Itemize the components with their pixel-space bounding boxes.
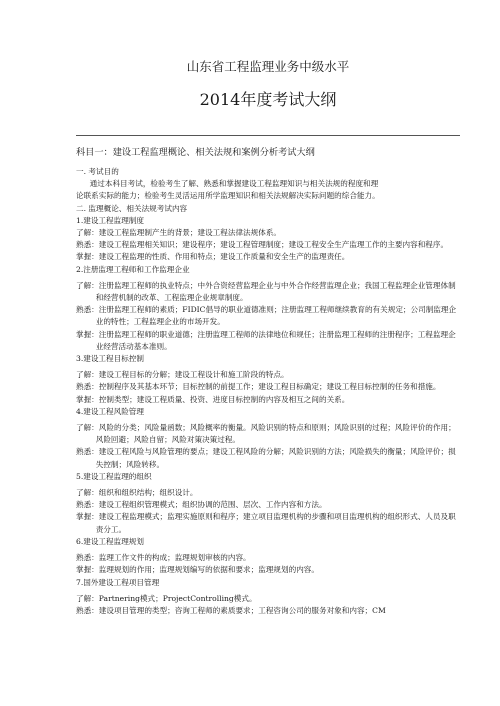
topic-item: 掌握：控制类型；建设工程质量、投资、进度目标控制的内容及相互之间的关系。 xyxy=(76,394,350,404)
topic-heading: 3.建设工程目标控制 xyxy=(76,354,144,364)
topic-item: 掌握：监理规划的作用；监理规划编写的依据和要求；监理规划的内容。 xyxy=(76,565,319,575)
section-heading: 一. 考试目的 xyxy=(76,167,119,176)
topic-heading: 5.建设工程监理的组织 xyxy=(76,471,152,481)
topic-item: 熟悉：建设工程组织管理模式；组织协调的范围、层次、工作内容和方法。 xyxy=(76,500,327,510)
topic-group-7 xyxy=(76,577,460,618)
topic-item: 了解：风险的分类；风险量函数；风险概率的衡量。风险识别的特点和原则；风险识别的过程；风险评价的作用；风险回避；风险自留；风险对策决策过程。 xyxy=(76,423,456,445)
topic-heading: 1.建设工程监理制度 xyxy=(76,215,144,225)
topic-item: 熟悉：注册监理工程师的素质；FIDIC倡导的职业道德准则；注册监理工程师继续教育的有关规定；公司制监理企业的特性；工程监理企业的市场开发。 xyxy=(76,305,457,327)
doc-title: 2014年度考试大纲 xyxy=(199,90,337,109)
topic-group-2 xyxy=(76,264,460,353)
section-heading: 二. 监理概论、相关法规考试内容 xyxy=(76,203,188,213)
topic-heading: 6.建设工程监理规划 xyxy=(76,536,144,546)
body-paragraph-continued: 论联系实际的能力；检验考生灵活运用所学监理知识和相关法规解决实际问题的综合能力。 xyxy=(76,191,380,201)
topic-group-1 xyxy=(76,215,460,264)
topic-item: 了解：注册监理工程师的执业特点；中外合资经营监理企业与中外合作经营监理企业；我国工程监理企业管理体制和经营机制的改革、工程监理企业规章制度。 xyxy=(76,280,456,303)
topic-group-6 xyxy=(76,536,460,577)
topic-item: 熟悉：控制程序及其基本环节；目标控制的前提工作；建设工程目标确定；建设工程目标控制的任务和措施。 xyxy=(76,382,441,392)
topic-item: 掌握：建设工程监理模式；监理实施原则和程序；建立项目监理机构的步骤和项目监理机构的组织形式、人员及职责分工。 xyxy=(76,512,456,534)
body-paragraph: 通过本科目考试，检验考生了解、熟悉和掌握建设工程监理知识与相关法规的程度和理 xyxy=(89,179,379,189)
topic-item: 了解：组织和组织结构；组织设计。 xyxy=(76,488,198,498)
topic-item: 熟悉：建设项目管理的类型；咨询工程师的素质要求；工程咨询公司的服务对象和内容；CM xyxy=(76,605,386,615)
topic-group-4 xyxy=(76,406,460,471)
topic-group-5 xyxy=(76,471,460,536)
topic-heading: 2.注册监理工程师和工作监理企业 xyxy=(76,264,190,274)
topic-item: 熟悉：监理工作文件的构成；监理规划审核的内容。 xyxy=(76,553,251,563)
topic-heading: 7.国外建设工程项目管理 xyxy=(76,577,160,587)
topic-heading: 4.建设工程风险管理 xyxy=(76,406,144,416)
title-divider xyxy=(76,135,460,136)
topic-item: 掌握：建设工程监理的性质、作用和特点；建设工作质量和安全生产的监理责任。 xyxy=(76,252,350,262)
topic-item: 了解：Partnering模式；ProjectControlling模式。 xyxy=(76,593,257,603)
topic-item: 掌握：注册监理工程师的职业道德；注册监理工程师的法律地位和规任；注册监理工程师的注册程序；工程监理企业经营活动基本准则。 xyxy=(76,329,456,351)
topic-item: 熟悉：建设工程监理相关知识；建设程序；建设工程管理制度；建设工程安全生产监理工作的主要内容和程序。 xyxy=(76,240,449,250)
topic-item: 熟悉：建设工程风险与风险管理的要点；建设工程风险的分解；风险识别的方法；风险损失的衡量；风险评价；损失控制；风险转移。 xyxy=(76,447,456,469)
topic-item: 了解：建设工程监理制产生的背景；建设工程法律法规体系。 xyxy=(76,228,282,238)
topic-group-3 xyxy=(76,353,460,406)
topic-item: 了解：建设工程目标的分解；建设工程设计和施工阶段的特点。 xyxy=(76,370,289,380)
subject-title: 科目一：建设工程监理概论、相关法规和案例分析考试大纲 xyxy=(76,147,315,158)
org-title: 山东省工程监理业务中级水平 xyxy=(186,59,350,74)
document-body xyxy=(76,166,460,617)
